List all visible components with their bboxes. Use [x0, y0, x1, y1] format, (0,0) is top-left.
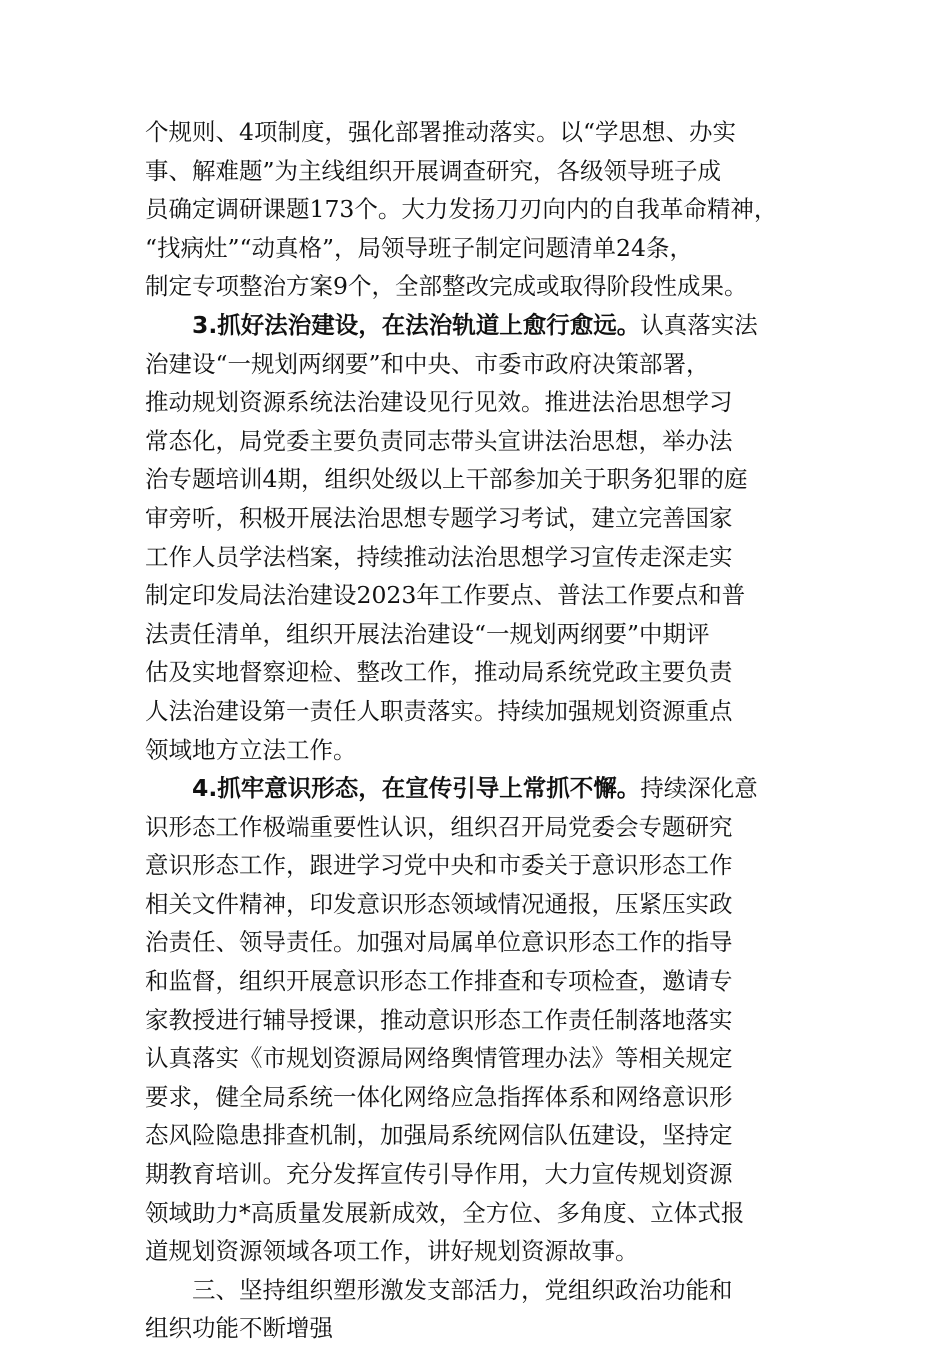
text-line: 法责任清单，组织开展法治建设“一规划两纲要”中期评 — [145, 619, 710, 648]
text-line: 治建设“一规划两纲要”和中央、市委市政府决策部署， — [145, 349, 710, 378]
text-line: 和监督，组织开展意识形态工作排查和专项检查，邀请专 — [145, 967, 733, 996]
section-heading-line: 组织功能不断增强 — [145, 1314, 333, 1343]
text-line: 意识形态工作，跟进学习党中央和市委关于意识形态工作 — [145, 851, 733, 880]
text-line: 认真落实《市规划资源局网络舆情管理办法》等相关规定 — [145, 1044, 733, 1073]
text-line: “找病灶”“动真格”，局领导班子制定问题清单24条， — [145, 233, 693, 262]
section-heading-line: 三、坚持组织塑形激发支部活力，党组织政治功能和 — [192, 1275, 733, 1304]
text-line: 道规划资源领域各项工作，讲好规划资源故事。 — [145, 1237, 639, 1266]
text-line: 治专题培训4期，组织处级以上干部参加关于职务犯罪的庭 — [145, 465, 748, 494]
text-line: 制定印发局法治建设2023年工作要点、普法工作要点和普 — [145, 581, 746, 610]
text-line: 领域地方立法工作。 — [145, 735, 357, 764]
text-line: 审旁听，积极开展法治思想专题学习考试，建立完善国家 — [145, 503, 733, 532]
text-run: 持续深化意 — [640, 774, 758, 803]
text-line: 要求，健全局系统一体化网络应急指挥体系和网络意识形 — [145, 1082, 733, 1111]
text-line: 员确定调研课题173个。大力发扬刀刃向内的自我革命精神， — [145, 195, 778, 224]
paragraph-lead-heading: 3.抓好法治建设，在法治轨道上愈行愈远。 — [192, 310, 641, 339]
text-line: 识形态工作极端重要性认识，组织召开局党委会专题研究 — [145, 812, 733, 841]
paragraph-continuation — [145, 113, 807, 306]
text-line: 期教育培训。充分发挥宣传引导作用，大力宣传规划资源 — [145, 1160, 733, 1189]
text-line: 个规则、4项制度，强化部署推动落实。以“学思想、办实 — [145, 118, 736, 146]
text-line: 推动规划资源系统法治建设见行见效。推进法治思想学习 — [145, 388, 733, 417]
text-line: 估及实地督察迎检、整改工作，推动局系统党政主要负责 — [145, 658, 733, 687]
paragraph-lead-heading: 4.抓牢意识形态，在宣传引导上常抓不懈。 — [192, 774, 641, 803]
document-body — [145, 113, 807, 1348]
text-line: 工作人员学法档案，持续推动法治思想学习宣传走深走实 — [145, 542, 733, 571]
text-line: 人法治建设第一责任人职责落实。持续加强规划资源重点 — [145, 696, 733, 725]
text-line: 常态化，局党委主要负责同志带头宣讲法治思想，举办法 — [145, 426, 733, 455]
text-run: 认真落实法 — [640, 310, 758, 339]
section-heading — [145, 1271, 807, 1348]
text-line: 制定专项整治方案9个，全部整改完成或取得阶段性成果。 — [145, 272, 748, 301]
text-line — [145, 769, 807, 808]
paragraph-rule-of-law — [145, 306, 807, 769]
text-line — [145, 306, 807, 345]
text-line: 事、解难题”为主线组织开展调查研究，各级领导班子成 — [145, 156, 722, 185]
text-line: 相关文件精神，印发意识形态领域情况通报，压紧压实政 — [145, 889, 733, 918]
text-line: 治责任、领导责任。加强对局属单位意识形态工作的指导 — [145, 928, 733, 957]
text-line: 家教授进行辅导授课，推动意识形态工作责任制落地落实 — [145, 1005, 733, 1034]
text-line: 态风险隐患排查机制，加强局系统网信队伍建设，坚持定 — [145, 1121, 733, 1150]
text-line: 领域助力*高质量发展新成效，全方位、多角度、立体式报 — [145, 1198, 745, 1227]
paragraph-ideology — [145, 769, 807, 1271]
